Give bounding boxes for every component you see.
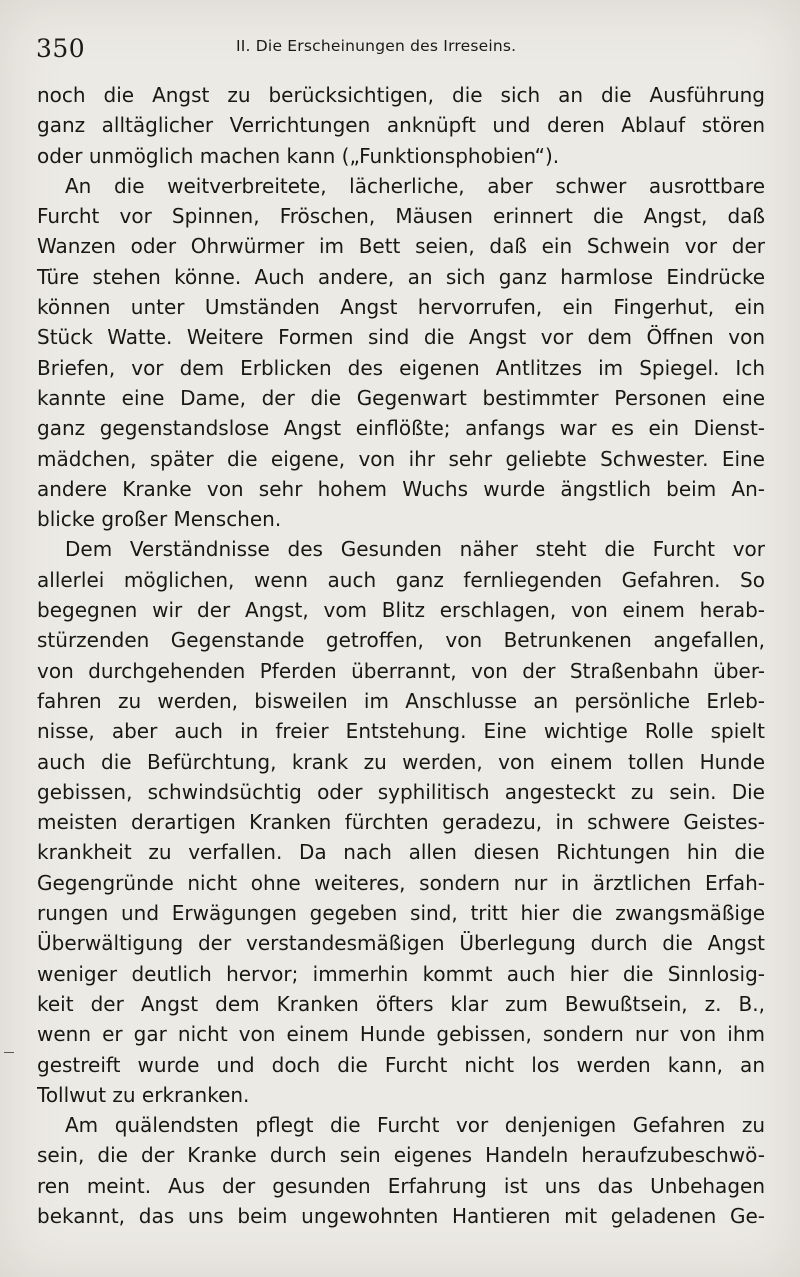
- text-line: bekannt, das uns beim ungewohnten Hantieren mit geladenen Ge-: [37, 1203, 765, 1228]
- text-line: weniger deutlich hervor; immerhin kommt auch hier die Sinnlosig-: [37, 961, 765, 986]
- text-line: keit der Angst dem Kranken öfters klar zum Bewußtsein, z. B.,: [37, 991, 765, 1016]
- margin-mark: [4, 1052, 14, 1053]
- text-line: nisse, aber auch in freier Entstehung. Eine wichtige Rolle spielt: [37, 719, 765, 744]
- text-line: ganz gegenstandslose Angst einflößte; anfangs war es ein Dienst-: [37, 416, 765, 441]
- text-line: rungen und Erwägungen gegeben sind, tritt hier die zwangsmäßige: [37, 901, 765, 926]
- text-line: andere Kranke von sehr hohem Wuchs wurde ängstlich beim An-: [37, 476, 765, 501]
- text-line: wenn er gar nicht von einem Hunde gebissen, sondern nur von ihm: [37, 1022, 765, 1047]
- text-line: oder unmöglich machen kann („Funktionsphobien“).: [37, 143, 560, 168]
- text-line: Wanzen oder Ohrwürmer im Bett seien, daß ein Schwein vor der: [37, 234, 765, 259]
- text-line: Dem Verständnisse des Gesunden näher steht die Furcht vor: [65, 537, 765, 562]
- text-line: Tollwut zu erkranken.: [37, 1082, 250, 1107]
- text-line: fahren zu werden, bisweilen im Anschlusse an persönliche Erleb-: [37, 688, 765, 713]
- text-line: ren meint. Aus der gesunden Erfahrung ist uns das Unbehagen: [37, 1173, 765, 1198]
- text-line: Stück Watte. Weitere Formen sind die Angst vor dem Öffnen von: [37, 325, 765, 350]
- text-line: allerlei möglichen, wenn auch ganz fernliegenden Gefahren. So: [37, 567, 765, 592]
- text-line: blicke großer Menschen.: [37, 507, 282, 532]
- text-line: von durchgehenden Pferden überrannt, von der Straßenbahn über-: [37, 658, 765, 683]
- running-head: II. Die Erscheinungen des Irreseins.: [236, 37, 517, 55]
- text-line: gestreift wurde und doch die Furcht nicht los werden kann, an: [37, 1052, 765, 1077]
- text-line: können unter Umständen Angst hervorrufen, ein Fingerhut, ein: [37, 295, 765, 320]
- body-text: [37, 80, 765, 1231]
- text-line: Überwältigung der verstandesmäßigen Überlegung durch die Angst: [37, 931, 765, 956]
- text-line: auch die Befürchtung, krank zu werden, von einem tollen Hunde: [37, 749, 765, 774]
- page-number: 350: [36, 34, 86, 63]
- text-line: begegnen wir der Angst, vom Blitz erschlagen, von einem herab-: [37, 598, 765, 623]
- text-line: Furcht vor Spinnen, Fröschen, Mäusen erinnert die Angst, daß: [37, 204, 765, 229]
- text-line: stürzenden Gegenstande getroffen, von Betrunkenen angefallen,: [37, 628, 765, 653]
- text-line: sein, die der Kranke durch sein eigenes Handeln heraufzubeschwö-: [37, 1143, 765, 1168]
- text-line: mädchen, später die eigene, von ihr sehr geliebte Schwester. Eine: [37, 446, 765, 471]
- text-line: kannte eine Dame, der die Gegenwart bestimmter Personen eine: [37, 385, 765, 410]
- text-line: Gegengründe nicht ohne weiteres, sondern nur in ärztlichen Erfah-: [37, 870, 765, 895]
- text-line: ganz alltäglicher Verrichtungen anknüpft und deren Ablauf stören: [37, 113, 765, 138]
- text-line: Am quälendsten pflegt die Furcht vor denjenigen Gefahren zu: [65, 1113, 765, 1138]
- page-header: [36, 30, 766, 64]
- text-line: noch die Angst zu berücksichtigen, die sich an die Ausführung: [37, 83, 765, 107]
- text-line: gebissen, schwindsüchtig oder syphilitisch angesteckt zu sein. Die: [37, 779, 765, 804]
- text-line: meisten derartigen Kranken fürchten geradezu, in schwere Geistes-: [37, 810, 765, 835]
- text-line: Türe stehen könne. Auch andere, an sich ganz harmlose Eindrücke: [37, 264, 765, 289]
- text-line: krankheit zu verfallen. Da nach allen diesen Richtungen hin die: [37, 840, 765, 865]
- text-line: An die weitverbreitete, lächerliche, aber schwer ausrottbare: [65, 173, 765, 198]
- text-line: Briefen, vor dem Erblicken des eigenen Antlitzes im Spiegel. Ich: [37, 355, 765, 380]
